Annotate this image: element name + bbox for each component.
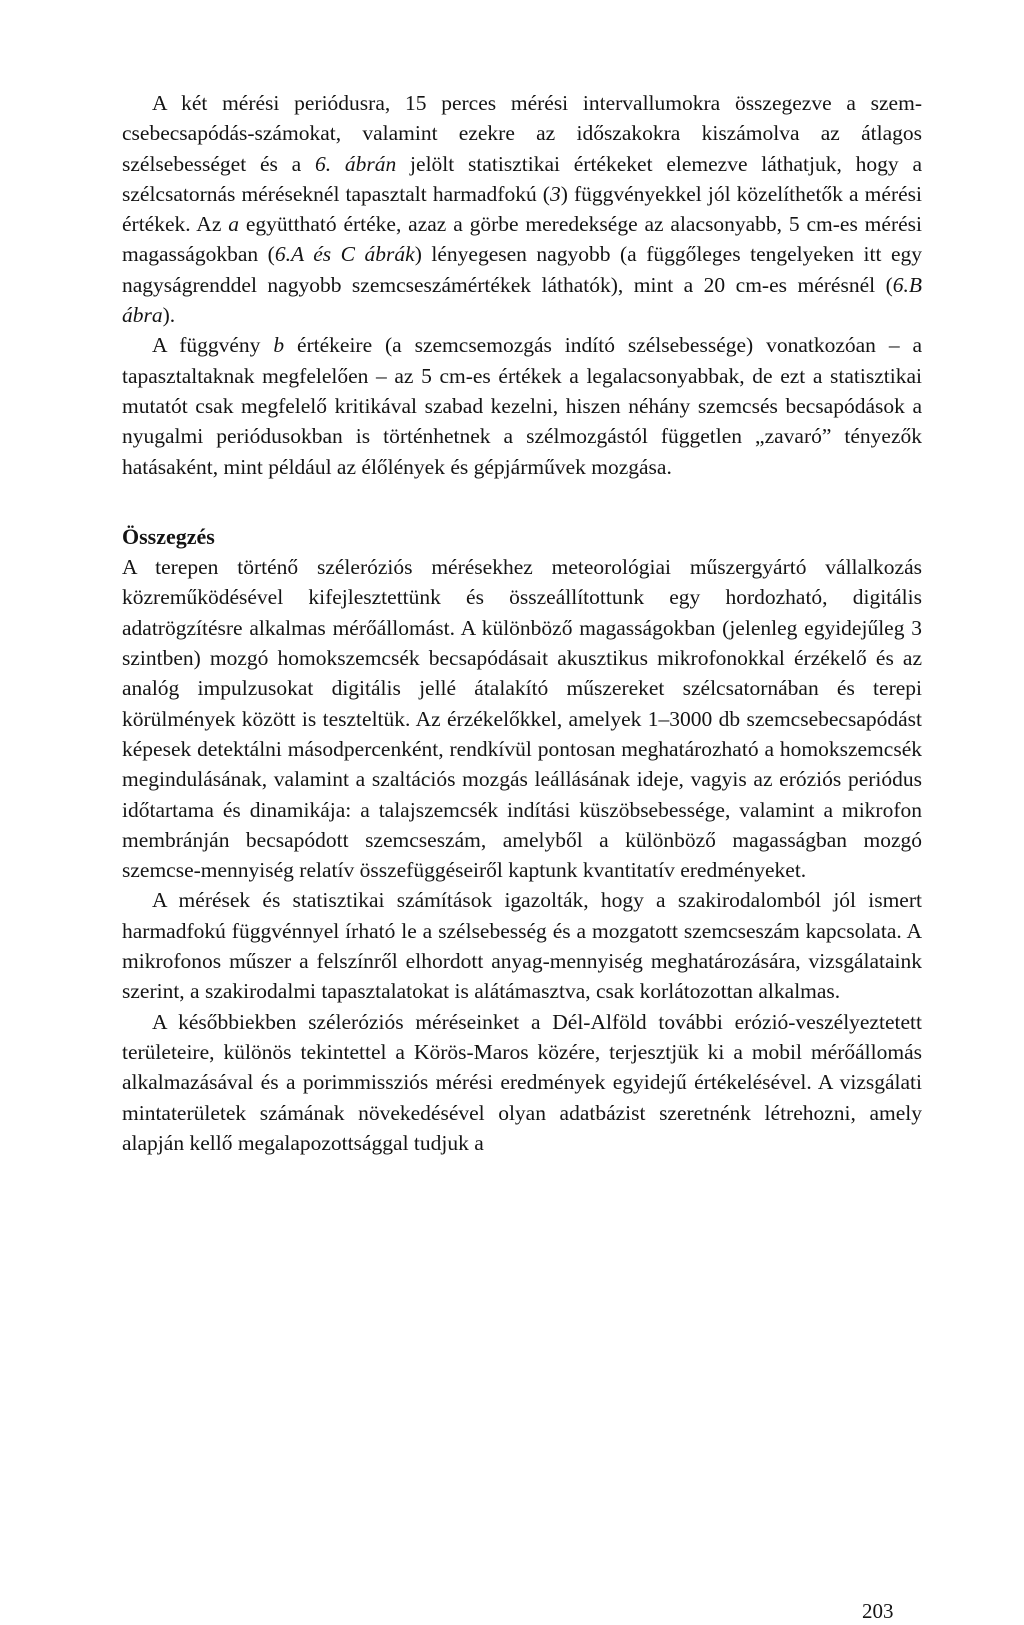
body-text-top (122, 88, 922, 482)
text-run: jelölt statisztikai értékeket elemezve láthatjuk, hogy a szélcsatornás méréseknél tapasztalt harmadfokú ( (122, 151, 922, 206)
paragraph-function-b (122, 330, 922, 481)
italic-run: 6.B ábra (122, 272, 922, 328)
paragraph-summary-future (122, 1007, 922, 1158)
text-run: A két mérési periódusra, 15 perces mérési intervallumokra összegezve a szemcsebecsapódás-számokat, valamint ezekre az időszakokra kiszámolva az átlagos szélsebességet és a (122, 91, 922, 176)
italic-run: b (273, 333, 285, 358)
text-run: A terepen történő széleróziós mérésekhez meteorológiai műszergyártó vállalkozás közreműködésével kifejlesztettünk és összeállítottunk egy hordozható, digitális adatrögzítésre alkalmas mérőállomást. A különböző magasságokban (jelenleg egyidejűleg 3 szintben) mozgó homokszemcsék becsapódásait akusztikus mikrofonokkal érzékelő és az analóg impulzusokat digitális jellé átalakító műszereket szélcsatornában és terepi körülmények között is teszteltük. Az érzékelőkkel, amelyek 1–3000 db szemcsebecsapódást képesek detektálni másodpercenként, rendkívül pontosan meghatározható a homokszemcsék megindulásának, valamint a szaltációs mozgás leállásának ideje, vagyis az eróziós periódus időtartama és dinamikája: a talajszemcsék indítási küszöbsebessége, valamint a mikrofon membránján becsapódott szemcseszám, amelyből a különböző magasságban mozgó szemcse-mennyiség relatív összefüggéseiről kaptunk kvantitatív eredményeket. (122, 555, 922, 883)
page-number: 203 (862, 1599, 894, 1623)
paragraph-summary-statistics (122, 885, 922, 1006)
body-text-summary (122, 552, 922, 1158)
text-run: ) lényegesen nagyobb (a függőleges tengelyeken itt egy nagyságrenddel nagyobb szemcseszámértékek láthatók), mint a 20 cm-es mérésnél ( (122, 242, 922, 297)
text-run: A függvény (152, 333, 274, 358)
text-run: értékeire (a szemcsemozgás indító szélsebessége) vonatkozóan – a tapasztaltaknak megfelelően – az 5 cm-es értékek a legalacsonyabbak, de ezt a statisztikai mutatót csak megfelelő kritikával szabad kezelni, hiszen néhány szemcsés becsapódások a nyugalmi periódusokban is történhetnek a szélmozgástól független „zavaró” tényezők hatásaként, mint például az élőlények és gépjárművek mozgása. (122, 333, 922, 479)
paragraph-summary-station (122, 552, 922, 885)
italic-run: 3 (549, 181, 561, 206)
text-run: A mérések és statisztikai számítások igazolták, hogy a szakirodalomból jól ismert harmadfokú függvénnyel írható le a szélsebesség és a mozgatott szemcseszám kapcsolata. A mikrofonos műszer a felszínről elhordott anyag-mennyiség meghatározására, vizsgálataink szerint, a szakirodalmi tapasztalatokat is alátámasztva, csak korlátozottan alkalmas. (122, 888, 922, 1004)
italic-run: 6.A és C ábrák (274, 242, 415, 267)
text-run: ) függvényekkel jól közelíthetők a mérési értékek. Az (122, 181, 922, 237)
text-run: együttható értéke, azaz a görbe meredeksége az alacsonyabb, 5 cm-es mérési magasságokban ( (122, 212, 922, 267)
text-run: A későbbiekben széleróziós méréseinket a Dél-Alföld további erózió-veszélyeztetett területeire, különös tekintettel a Körös-Maros közére, terjesztjük ki a mobil mérőállomás alkalmazásával és a porimmissziós mérési eredmények egyidejű értékelésével. A vizsgálati mintaterületek számának növekedésével olyan adatbázist szeretnénk létrehozni, amely alapján kellő megalapozottsággal tudjuk a (122, 1009, 922, 1155)
italic-run: a (228, 212, 239, 237)
italic-run: 6. ábrán (314, 151, 397, 176)
paragraph-measurement-analysis (122, 88, 922, 330)
page-body (122, 88, 922, 1158)
text-run: ). (162, 303, 176, 328)
section-heading-summary: Összegzés (122, 523, 215, 549)
